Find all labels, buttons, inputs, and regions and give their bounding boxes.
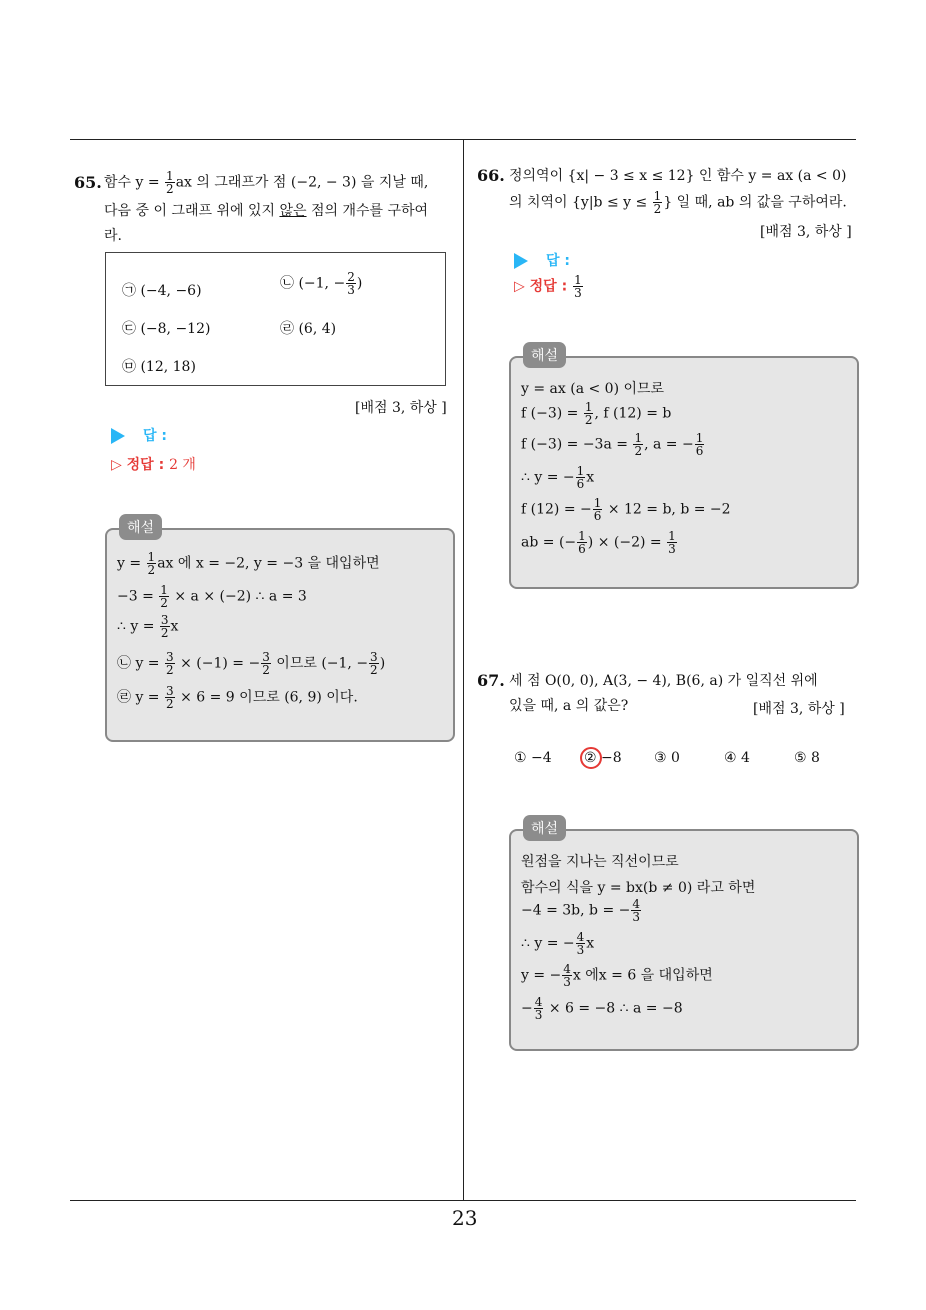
correct-value: 2 개 [169,457,196,473]
denominator: 2 [160,626,169,640]
question-text-line: 있을 때, a 의 값은? [509,698,629,714]
option-1: ① −4 [514,750,552,766]
text: f (12) = − [521,501,592,518]
text: 함수 y = [104,174,165,191]
question-number: 65. [74,173,102,192]
text: × a × (−2) ∴ a = 3 [169,588,307,605]
fraction [695,432,705,457]
fraction [160,614,170,639]
fraction [576,931,586,956]
numerator: 1 [578,529,586,543]
text: −3 = [117,588,159,605]
text: x 에x = 6 을 대입하면 [572,967,713,984]
play-triangle-icon [111,428,125,444]
numerator: 3 [166,684,174,698]
solution-line [521,963,713,988]
answer-label: 답 : [143,428,167,444]
play-triangle-icon [514,253,528,269]
text: x [586,935,595,952]
denominator: 2 [370,663,378,677]
text: − [521,1000,533,1017]
answer-label: 답 : [546,253,570,269]
solution-tab: 해설 [523,342,566,368]
numerator: 1 [653,189,662,203]
option-3: ③ 0 [654,750,680,766]
numerator: 1 [574,273,582,287]
denominator: 6 [695,444,704,458]
choice-e: ㉤ (12, 18) [122,359,196,375]
text: 이므로 (−1, − [271,655,369,672]
fraction [534,996,544,1021]
denominator: 2 [584,413,593,427]
text: ab = (− [521,534,577,551]
fraction [261,651,271,676]
solution-line [117,584,307,609]
solution-line [117,685,358,710]
numerator: 1 [160,583,168,597]
correct-label: 정답 : [529,278,568,295]
denominator: 2 [262,663,270,677]
numerator: 4 [534,995,543,1009]
numerator: 4 [576,930,585,944]
text: ax 에 x = −2, y = −3 을 대입하면 [157,555,380,572]
denominator: 6 [593,509,602,523]
correct-answer-row [111,454,196,474]
denominator: 2 [166,663,174,677]
text: ∴ y = − [521,469,575,486]
denominator: 2 [166,182,174,196]
text: ∴ y = − [521,935,575,952]
numerator: 4 [632,897,641,911]
denominator: 2 [653,202,662,216]
fraction [165,651,175,676]
solution-line [521,432,705,457]
text: ㉣ y = [117,689,164,706]
bottom-rule [70,1200,856,1201]
outline-triangle-icon: ▷ [111,457,122,473]
question-text-line [509,190,847,215]
fraction [369,651,379,676]
text: , f (12) = b [594,405,672,422]
text: ㉡ (−1, − [280,275,346,292]
solution-line [117,614,178,639]
question-number: 67. [477,671,505,690]
numerator: 1 [695,431,704,445]
text: ∴ y = [117,618,159,635]
question-text-line: 세 점 O(0, 0), A(3, − 4), B(6, a) 가 일직선 위에 [509,673,818,689]
outline-triangle-icon: ▷ [514,278,525,295]
correct-answer-row [514,274,584,299]
text: ㉡ y = [117,655,164,672]
solution-line [521,465,594,490]
answer-row [514,250,570,270]
denominator: 2 [160,596,168,610]
correct-label: 정답 : [126,457,165,473]
numerator: 3 [166,650,174,664]
solution-line [521,996,683,1021]
solution-line [521,497,731,522]
text: , a = − [644,436,694,453]
text: × 6 = −8 ∴ a = −8 [544,1000,683,1017]
fraction [562,963,572,988]
text: −4 = 3b, b = − [521,902,631,919]
text: ) [379,655,386,672]
text: 의 치역이 {y|b ≤ y ≤ [509,194,652,211]
fraction [631,898,641,923]
choices-box [105,252,446,386]
question-text-line: 정의역이 {x| − 3 ≤ x ≤ 12} 인 함수 y = ax (a < 0) [509,168,847,184]
fraction [593,497,603,522]
denominator: 3 [576,943,585,957]
denominator: 2 [166,697,174,711]
numerator: 2 [347,270,355,284]
denominator: 3 [574,286,582,300]
denominator: 3 [563,975,571,989]
numerator: 1 [584,400,593,414]
text: 점의 개수를 구하여 [306,203,429,219]
fraction [159,584,169,609]
score-label: [배점 3, 하상 ] [753,701,845,717]
column-divider [463,139,464,1201]
text: × (−1) = − [175,655,261,672]
numerator: 3 [370,650,378,664]
choice-a: ㉠ (−4, −6) [122,283,202,299]
text: ) [356,275,363,292]
solution-line [521,401,671,426]
text: ax 의 그래프가 점 (−2, − 3) 을 지날 때, [175,174,429,191]
solution-line: 함수의 식을 y = bx(b ≠ 0) 라고 하면 [521,880,756,896]
solution-line [117,551,380,576]
numerator: 1 [593,496,602,510]
numerator: 1 [147,550,156,564]
fraction [165,685,175,710]
denominator: 3 [534,1008,543,1022]
underlined-text: 않은 [279,203,307,219]
choice-d: ㉣ (6, 4) [280,321,337,337]
text: × 6 = 9 이므로 (6, 9) 이다. [175,689,358,706]
denominator: 3 [632,910,641,924]
numerator: 1 [166,169,174,183]
solution-line [521,931,594,956]
fraction [577,530,587,555]
question-text-line [104,170,428,195]
denominator: 2 [147,563,156,577]
choice-c: ㉢ (−8, −12) [122,321,211,337]
numerator: 3 [262,650,270,664]
denominator: 6 [578,542,586,556]
denominator: 6 [576,477,585,491]
text: f (−3) = −3a = [521,436,633,453]
text: 다음 중 이 그래프 위에 있지 [104,203,280,219]
fraction [653,190,663,215]
option-4: ④ 4 [724,750,750,766]
solution-line [521,898,642,923]
text: ) × (−2) = [587,534,667,551]
fraction [576,465,586,490]
fraction [633,432,643,457]
numerator: 1 [668,529,676,543]
correct-value [573,274,583,299]
solution-line [117,651,385,676]
score-label: [배점 3, 하상 ] [760,224,852,240]
text: } 일 때, ab 의 값을 구하여라. [663,194,847,211]
score-label: [배점 3, 하상 ] [355,400,447,416]
text: y = [117,555,146,572]
denominator: 2 [634,444,643,458]
denominator: 3 [668,542,676,556]
text: x [586,469,595,486]
choice-b [280,271,362,296]
fraction [147,551,157,576]
question-number: 66. [477,166,505,185]
text: y = − [521,967,562,984]
numerator: 1 [576,464,585,478]
numerator: 4 [563,962,571,976]
solution-tab: 해설 [523,815,566,841]
solution-tab: 해설 [119,514,162,540]
denominator: 3 [347,283,355,297]
fraction [165,170,175,195]
text: x [170,618,179,635]
text: f (−3) = [521,405,583,422]
fraction [346,271,356,296]
fraction [584,401,594,426]
question-text-line: 라. [104,228,122,244]
question-text-line [104,201,428,221]
numerator: 3 [160,613,169,627]
fraction [667,530,677,555]
option-2: ② −8 [584,750,622,766]
answer-row [111,425,167,445]
text: × 12 = b, b = −2 [603,501,731,518]
option-5: ⑤ 8 [794,750,820,766]
solution-line: y = ax (a < 0) 이므로 [521,381,665,397]
numerator: 1 [634,431,643,445]
solution-line: 원점을 지나는 직선이므로 [521,854,679,870]
solution-line [521,530,678,555]
page-number: 23 [452,1206,478,1230]
